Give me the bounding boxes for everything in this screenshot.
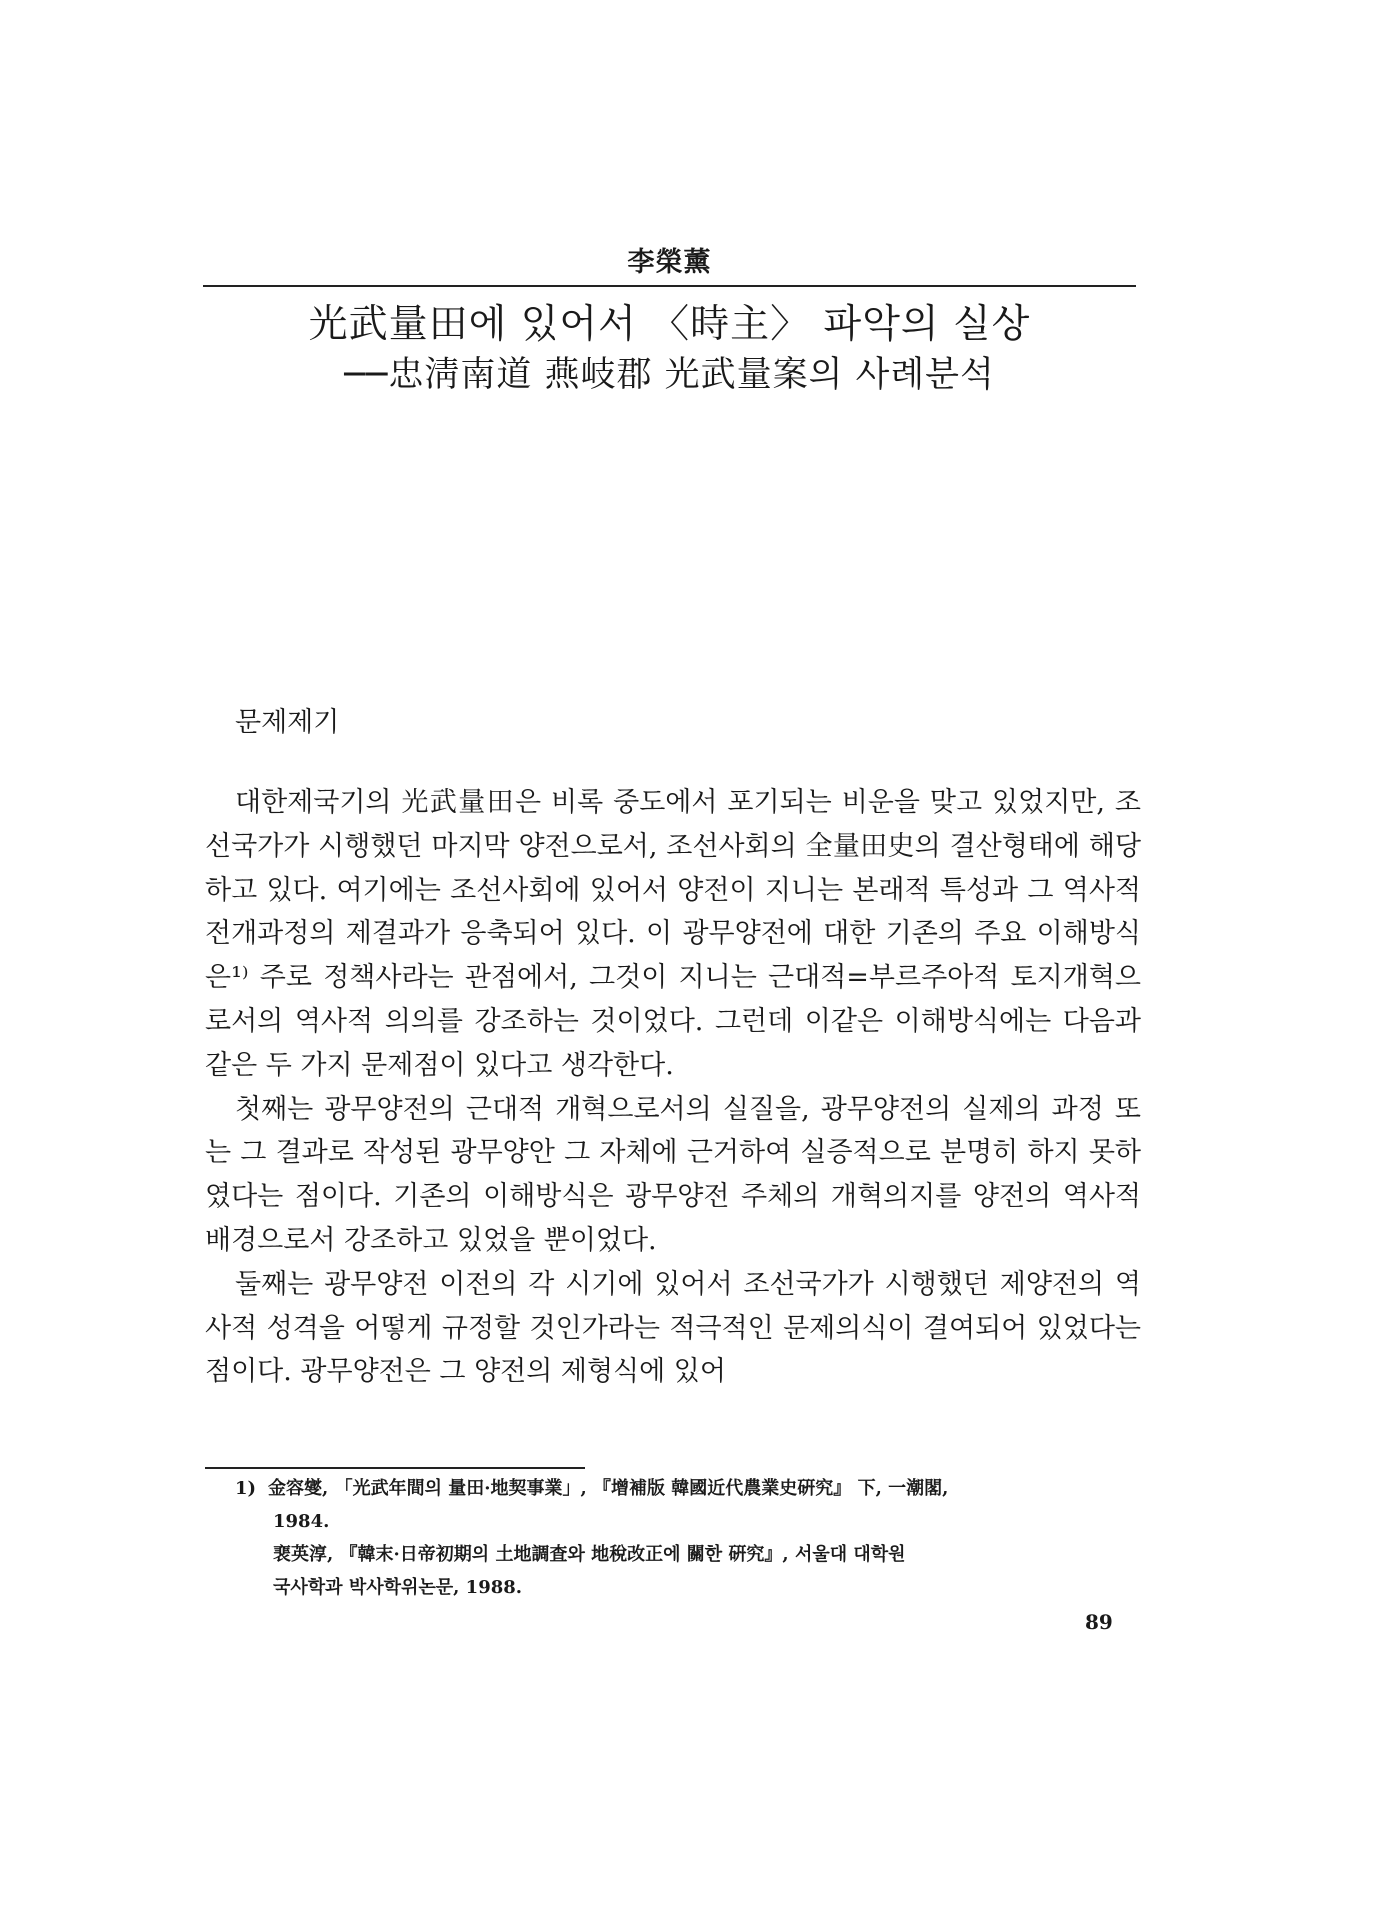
paragraph: 둘째는 광무양전 이전의 각 시기에 있어서 조선국가가 시행했던 제양전의 역사적 성격을 어떻게 규정할 것인가라는 적극적인 문제의식이 결여되어 있었다는 점이다. 광무양전은 그 양전의 제형식에 있어: [205, 1268, 1141, 1388]
article-title: 光武量田에 있어서 〈時主〉 파악의 실상: [308, 302, 1031, 347]
footnotes: [235, 1472, 1141, 1604]
article-subtitle: ──忠淸南道 燕岐郡 光武量案의 사례분석: [344, 355, 995, 395]
footnote-number: 1): [235, 1478, 257, 1499]
footnote-text: 裵英淳, 『韓末·日帝初期의 土地調査와 地稅改正에 關한 硏究』, 서울대 대학원: [273, 1544, 906, 1565]
footnote-text: 金容燮, 「光武年間의 量田·地契事業」, 『增補版 韓國近代農業史硏究』 下, 一潮閣,: [268, 1478, 949, 1499]
body-text: [205, 781, 1141, 1394]
section-heading: 문제제기: [235, 707, 340, 738]
footnote-continuation: 국사학과 박사학위논문, 1988.: [273, 1577, 523, 1598]
footnote-rule: [205, 1467, 585, 1469]
footnote: [235, 1472, 1141, 1505]
paragraph: 대한제국기의 光武量田은 비록 중도에서 포기되는 비운을 맞고 있었지만, 조선국가가 시행했던 마지막 양전으로서, 조선사회의 全量田史의 결산형태에 해당하고 있다. 여기에는 조선사회에 있어서 양전이 지니는 본래적 특성과 그 역사적 전개과정의 제결과가 응축되어 있다. 이 광무양전에 대한 기존의 주요 이해방식은¹⁾ 주로 정책사라는 관점에서, 그것이 지니는 근대적=부르주아적 토지개혁으로서의 역사적 의의를 강조하는 것이었다. 그런데 이같은 이해방식에는 다음과 같은 두 가지 문제점이 있다고 생각한다.: [205, 787, 1141, 1081]
page-number: 89: [1085, 1610, 1113, 1634]
paragraph: 첫째는 광무양전의 근대적 개혁으로서의 실질을, 광무양전의 실제의 과정 또는 그 결과로 작성된 광무양안 그 자체에 근거하여 실증적으로 분명히 하지 못하였다는 점이다. 기존의 이해방식은 광무양전 주체의 개혁의지를 양전의 역사적 배경으로서 강조하고 있었을 뿐이었다.: [205, 1093, 1141, 1256]
footnote-continuation: 1984.: [273, 1511, 330, 1532]
title-rule: [203, 285, 1136, 287]
author-name: 李榮薰: [627, 247, 712, 278]
